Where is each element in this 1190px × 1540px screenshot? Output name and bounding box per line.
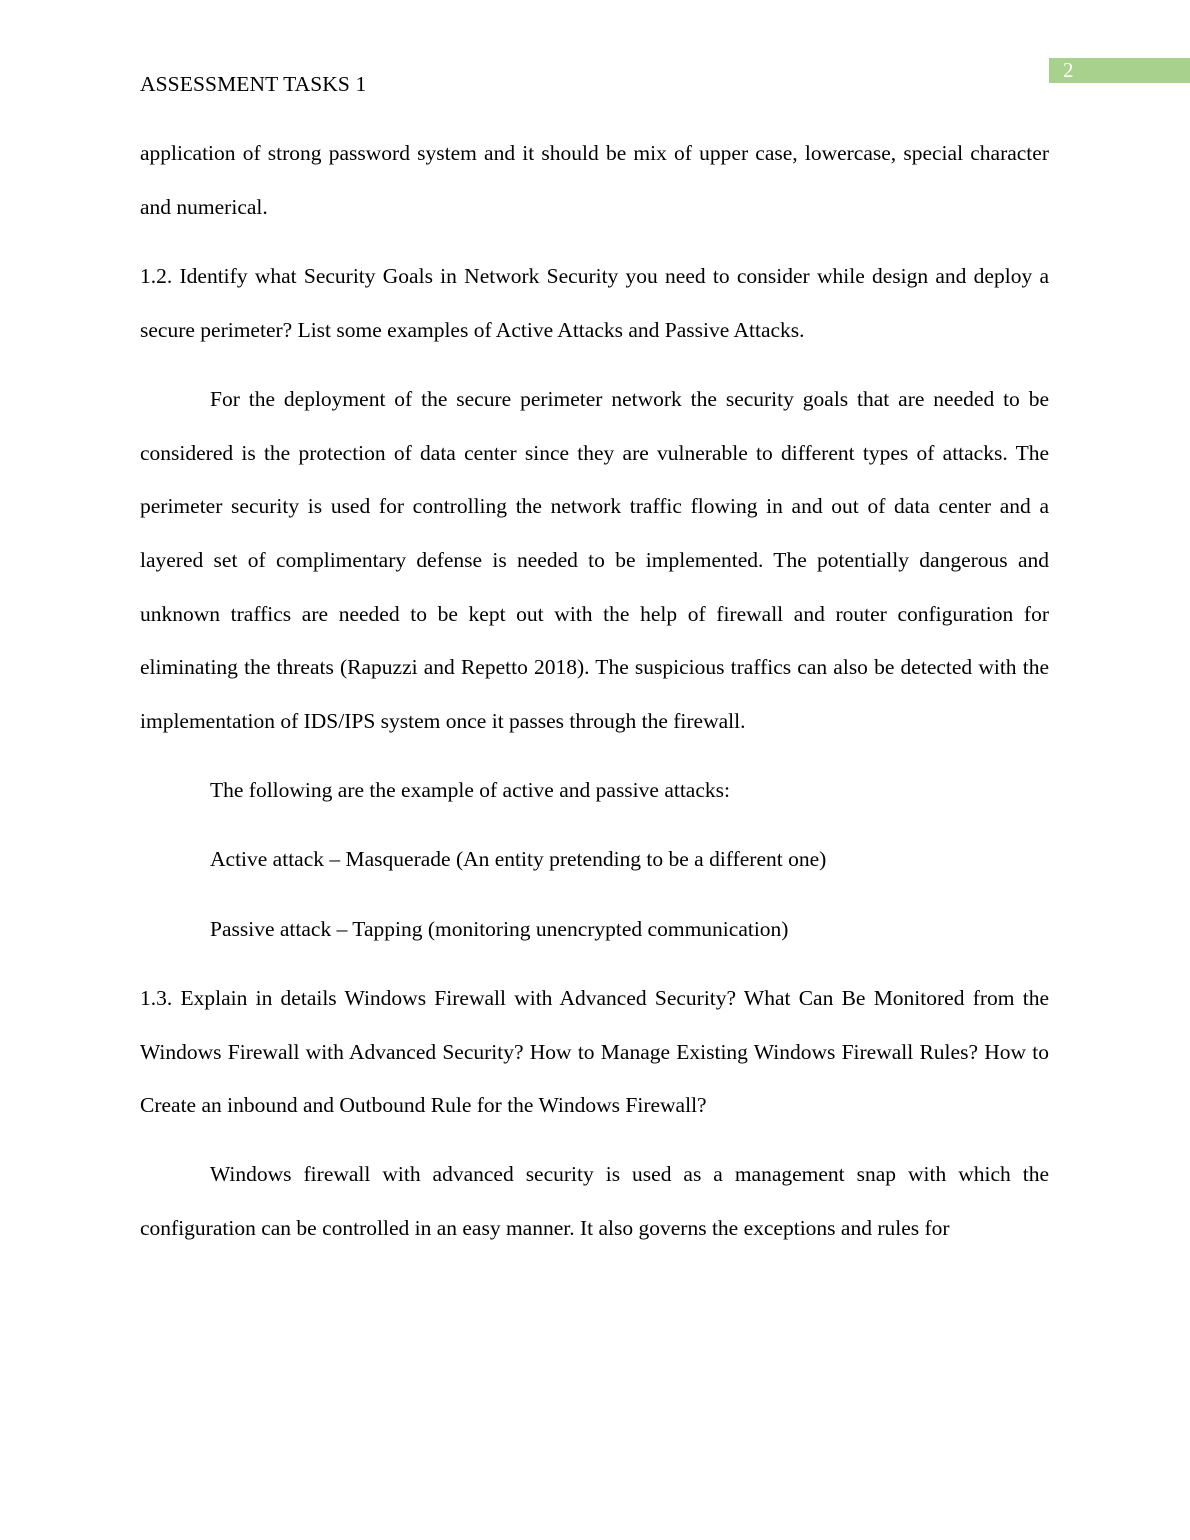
answer-1-2: For the deployment of the secure perimeter network the security goals that are needed to be considered is the protection of data center since they are vulnerable to different types of attacks. The perimeter security is used for controlling the network traffic flowing in and out of data center and a layered set of complimentary defense is needed to be implemented. The potentially dangerous and unknown traffics are needed to be kept out with the help of firewall and router configuration for eliminating the threats (Rapuzzi and Repetto 2018). The suspicious traffics can also be detected with the implementation of IDS/IPS system once it passes through the firewall. xyxy=(140,386,1049,734)
running-head: ASSESSMENT TASKS 1 xyxy=(140,72,367,96)
page-number-bar xyxy=(1049,58,1190,83)
page-number: 2 xyxy=(1063,58,1074,82)
document-body xyxy=(140,127,1049,1271)
question-1-3: 1.3. Explain in details Windows Firewall with Advanced Security? What Can Be Monitored from the Windows Firewall with Advanced Security? How to Manage Existing Windows Firewall Rules? How to Create an inbound and Outbound Rule for the Windows Firewall? xyxy=(140,985,1049,1118)
question-1-2: 1.2. Identify what Security Goals in Network Security you need to consider while design and deploy a secure perimeter? List some examples of Active Attacks and Passive Attacks. xyxy=(140,263,1049,342)
answer-1-3: Windows firewall with advanced security is used as a management snap with which the configuration can be controlled in an easy manner. It also governs the exceptions and rules for xyxy=(140,1162,1049,1241)
attacks-intro: The following are the example of active and passive attacks: xyxy=(210,778,730,803)
paragraph-continuation: application of strong password system and it should be mix of upper case, lowercase, special character and numerical. xyxy=(140,141,1049,219)
active-attack-example: Active attack – Masquerade (An entity pretending to be a different one) xyxy=(210,847,827,872)
passive-attack-example: Passive attack – Tapping (monitoring unencrypted communication) xyxy=(210,916,789,941)
